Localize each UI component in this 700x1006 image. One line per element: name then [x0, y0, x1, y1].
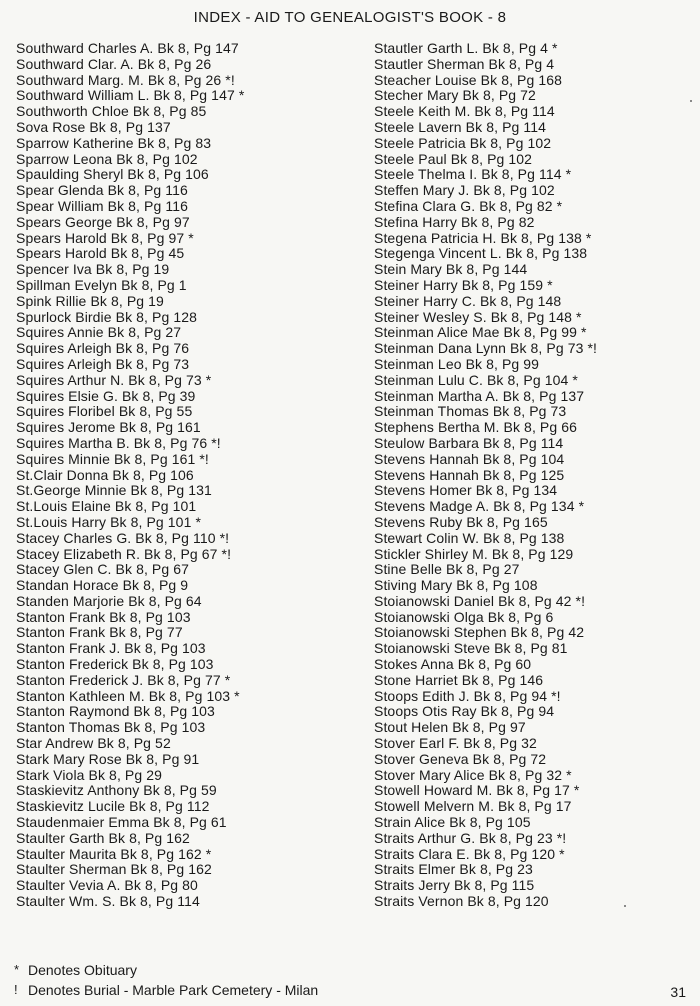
index-entry: Stefina Harry Bk 8, Pg 82 [374, 213, 535, 230]
index-entry: Staudenmaier Emma Bk 8, Pg 61 [16, 814, 227, 831]
index-entry: Spear Glenda Bk 8, Pg 116 [16, 182, 188, 199]
burial-mark: ! [14, 982, 18, 997]
index-entry: Stoianowski Steve Bk 8, Pg 81 [374, 640, 568, 657]
index-entry: Stacey Glen C. Bk 8, Pg 67 [16, 561, 190, 578]
index-entry: Steele Paul Bk 8, Pg 102 [374, 150, 533, 167]
index-entry: Stanton Frederick J. Bk 8, Pg 77 * [16, 671, 231, 688]
index-entry: Straits Vernon Bk 8, Pg 120 [374, 893, 549, 910]
index-entry: Straits Arthur G. Bk 8, Pg 23 *! [374, 829, 567, 846]
index-entry: Steiner Wesley S. Bk 8, Pg 148 * [374, 308, 582, 325]
index-entry: Stautler Sherman Bk 8, Pg 4 [374, 55, 555, 72]
index-entry: Spurlock Birdie Bk 8, Pg 128 [16, 308, 198, 325]
burial-legend-text: Denotes Burial - Marble Park Cemetery - Milan [28, 982, 319, 998]
index-entry: Southward Charles A. Bk 8, Pg 147 [16, 40, 239, 56]
index-entry: St.Louis Elaine Bk 8, Pg 101 [16, 498, 197, 515]
index-entry: Staulter Wm. S. Bk 8, Pg 114 [16, 893, 200, 910]
index-entry: Stevens Ruby Bk 8, Pg 165 [374, 513, 548, 530]
index-entry: Steinman Dana Lynn Bk 8, Pg 73 *! [374, 340, 598, 357]
page-title: INDEX - AID TO GENEALOGIST'S BOOK - 8 [193, 9, 507, 26]
index-entry: Stoianowski Olga Bk 8, Pg 6 [374, 608, 554, 625]
index-entry: Steiner Harry Bk 8, Pg 159 * [374, 276, 553, 293]
index-entry: Stover Geneva Bk 8, Pg 72 [374, 750, 547, 767]
index-entry: Stanton Thomas Bk 8, Pg 103 [16, 719, 206, 736]
index-entry: Steinman Martha A. Bk 8, Pg 137 [374, 387, 585, 404]
index-entry: Squires Jerome Bk 8, Pg 161 [16, 419, 201, 436]
index-entry: Stover Earl F. Bk 8, Pg 32 [374, 735, 537, 752]
index-entry: Stanton Frank J. Bk 8, Pg 103 [16, 640, 206, 657]
index-entry: Squires Arthur N. Bk 8, Pg 73 * [16, 371, 212, 388]
index-entry: Southward Clar. A. Bk 8, Pg 26 [16, 55, 212, 72]
index-entry: Stecher Mary Bk 8, Pg 72 [374, 87, 536, 104]
index-entry: Stoianowski Stephen Bk 8, Pg 42 [374, 624, 585, 641]
legend-obituary [14, 962, 137, 978]
index-entry: Squires Floribel Bk 8, Pg 55 [16, 403, 193, 420]
index-entry: Steacher Louise Bk 8, Pg 168 [374, 71, 563, 88]
index-entry: Squires Annie Bk 8, Pg 27 [16, 324, 182, 341]
index-entry: Spears Harold Bk 8, Pg 45 [16, 245, 185, 262]
index-entry: Stephens Bertha M. Bk 8, Pg 66 [374, 419, 578, 436]
index-entry: Stanton Frederick Bk 8, Pg 103 [16, 656, 214, 673]
index-entry: Stevens Homer Bk 8, Pg 134 [374, 482, 558, 499]
index-entry: Stone Harriet Bk 8, Pg 146 [374, 671, 544, 688]
scan-speck [624, 905, 626, 907]
index-entry: Steffen Mary J. Bk 8, Pg 102 [374, 182, 555, 199]
index-entry: Spears George Bk 8, Pg 97 [16, 213, 190, 230]
index-entry: Southworth Chloe Bk 8, Pg 85 [16, 103, 207, 120]
index-entry: Steele Patricia Bk 8, Pg 102 [374, 134, 552, 151]
index-entry: Steinman Alice Mae Bk 8, Pg 99 * [374, 324, 587, 341]
index-entry: Strain Alice Bk 8, Pg 105 [374, 814, 531, 831]
index-entry: Stacey Elizabeth R. Bk 8, Pg 67 *! [16, 545, 232, 562]
index-entry: Sparrow Leona Bk 8, Pg 102 [16, 150, 198, 167]
index-entry: Sparrow Katherine Bk 8, Pg 83 [16, 134, 212, 151]
index-entry: Spear William Bk 8, Pg 116 [16, 197, 188, 214]
index-entry: Stegena Patricia H. Bk 8, Pg 138 * [374, 229, 592, 246]
index-entry: Steinman Lulu C. Bk 8, Pg 104 * [374, 371, 578, 388]
index-entry: Squires Arleigh Bk 8, Pg 73 [16, 355, 190, 372]
index-entry: Stiving Mary Bk 8, Pg 108 [374, 577, 538, 594]
index-entry: Staskievitz Lucile Bk 8, Pg 112 [16, 798, 210, 815]
index-entry: Southward William L. Bk 8, Pg 147 * [16, 87, 245, 104]
index-entry: Stevens Hannah Bk 8, Pg 104 [374, 450, 565, 467]
index-entry: Stark Viola Bk 8, Pg 29 [16, 766, 163, 783]
index-entry: Stanton Raymond Bk 8, Pg 103 [16, 703, 215, 720]
index-entry: Stefina Clara G. Bk 8, Pg 82 * [374, 197, 563, 214]
index-entry: Stark Mary Rose Bk 8, Pg 91 [16, 750, 200, 767]
index-entry: Straits Elmer Bk 8, Pg 23 [374, 861, 533, 878]
index-entry: Staulter Maurita Bk 8, Pg 162 * [16, 845, 212, 862]
index-entry: Squires Martha B. Bk 8, Pg 76 *! [16, 434, 221, 451]
index-entry: Stanton Kathleen M. Bk 8, Pg 103 * [16, 687, 240, 704]
index-entry: Sova Rose Bk 8, Pg 137 [16, 118, 171, 135]
obituary-legend-text: Denotes Obituary [28, 962, 137, 978]
index-entry: Stanton Frank Bk 8, Pg 103 [16, 608, 191, 625]
index-entry: Stacey Charles G. Bk 8, Pg 110 *! [16, 529, 230, 546]
index-entry: Straits Clara E. Bk 8, Pg 120 * [374, 845, 565, 862]
index-entry: Star Andrew Bk 8, Pg 52 [16, 735, 171, 752]
index-entry: Staskievitz Anthony Bk 8, Pg 59 [16, 782, 217, 799]
index-entry: Stein Mary Bk 8, Pg 144 [374, 261, 528, 278]
index-entry: Stickler Shirley M. Bk 8, Pg 129 [374, 545, 574, 562]
index-entry: Southward Marg. M. Bk 8, Pg 26 *! [16, 71, 235, 88]
page-number: 31 [670, 984, 686, 1000]
index-entry: Stowell Melvern M. Bk 8, Pg 17 [374, 798, 572, 815]
index-entry: Squires Elsie G. Bk 8, Pg 39 [16, 387, 196, 404]
index-entry: Steiner Harry C. Bk 8, Pg 148 [374, 292, 562, 309]
index-entry: Stine Belle Bk 8, Pg 27 [374, 561, 520, 578]
scan-speck [690, 100, 692, 102]
index-entry: Stevens Madge A. Bk 8, Pg 134 * [374, 498, 585, 515]
index-entry: Standan Horace Bk 8, Pg 9 [16, 577, 189, 594]
index-entry: Stover Mary Alice Bk 8, Pg 32 * [374, 766, 572, 783]
index-entry: Staulter Vevia A. Bk 8, Pg 80 [16, 877, 198, 894]
legend-burial [14, 982, 318, 998]
index-column-right [374, 41, 684, 910]
index-entry: Stautler Garth L. Bk 8, Pg 4 * [374, 40, 558, 56]
index-entry: Straits Jerry Bk 8, Pg 115 [374, 877, 535, 894]
index-entry: Stout Helen Bk 8, Pg 97 [374, 719, 526, 736]
index-entry: Steele Keith M. Bk 8, Pg 114 [374, 103, 555, 120]
index-entry: Spillman Evelyn Bk 8, Pg 1 [16, 276, 187, 293]
index-entry: Stevens Hannah Bk 8, Pg 125 [374, 466, 565, 483]
index-entry: Stowell Howard M. Bk 8, Pg 17 * [374, 782, 580, 799]
index-entry: Steulow Barbara Bk 8, Pg 114 [374, 434, 564, 451]
index-entry: Stokes Anna Bk 8, Pg 60 [374, 656, 532, 673]
index-entry: Spears Harold Bk 8, Pg 97 * [16, 229, 194, 246]
index-entry: Standen Marjorie Bk 8, Pg 64 [16, 592, 202, 609]
index-entry: Stoops Otis Ray Bk 8, Pg 94 [374, 703, 555, 720]
index-entry: Staulter Sherman Bk 8, Pg 162 [16, 861, 212, 878]
index-column-left [16, 41, 346, 910]
index-entry: Steele Lavern Bk 8, Pg 114 [374, 118, 547, 135]
index-entry: Stewart Colin W. Bk 8, Pg 138 [374, 529, 565, 546]
obituary-mark: * [14, 962, 20, 977]
index-entry: Staulter Garth Bk 8, Pg 162 [16, 829, 190, 846]
index-entry: St.Clair Donna Bk 8, Pg 106 [16, 466, 194, 483]
index-entry: Steinman Leo Bk 8, Pg 99 [374, 355, 540, 372]
index-entry: Spencer Iva Bk 8, Pg 19 [16, 261, 170, 278]
index-entry: Stoianowski Daniel Bk 8, Pg 42 *! [374, 592, 586, 609]
index-entry: Spaulding Sheryl Bk 8, Pg 106 [16, 166, 209, 183]
index-entry: Squires Arleigh Bk 8, Pg 76 [16, 340, 190, 357]
index-entry: St.George Minnie Bk 8, Pg 131 [16, 482, 212, 499]
index-entry: Stegenga Vincent L. Bk 8, Pg 138 [374, 245, 588, 262]
index-entry: Spink Rillie Bk 8, Pg 19 [16, 292, 164, 309]
index-entry: Steinman Thomas Bk 8, Pg 73 [374, 403, 567, 420]
index-entry: St.Louis Harry Bk 8, Pg 101 * [16, 513, 201, 530]
index-entry: Stanton Frank Bk 8, Pg 77 [16, 624, 183, 641]
index-entry: Squires Minnie Bk 8, Pg 161 *! [16, 450, 209, 467]
index-entry: Stoops Edith J. Bk 8, Pg 94 *! [374, 687, 561, 704]
index-entry: Steele Thelma I. Bk 8, Pg 114 * [374, 166, 572, 183]
